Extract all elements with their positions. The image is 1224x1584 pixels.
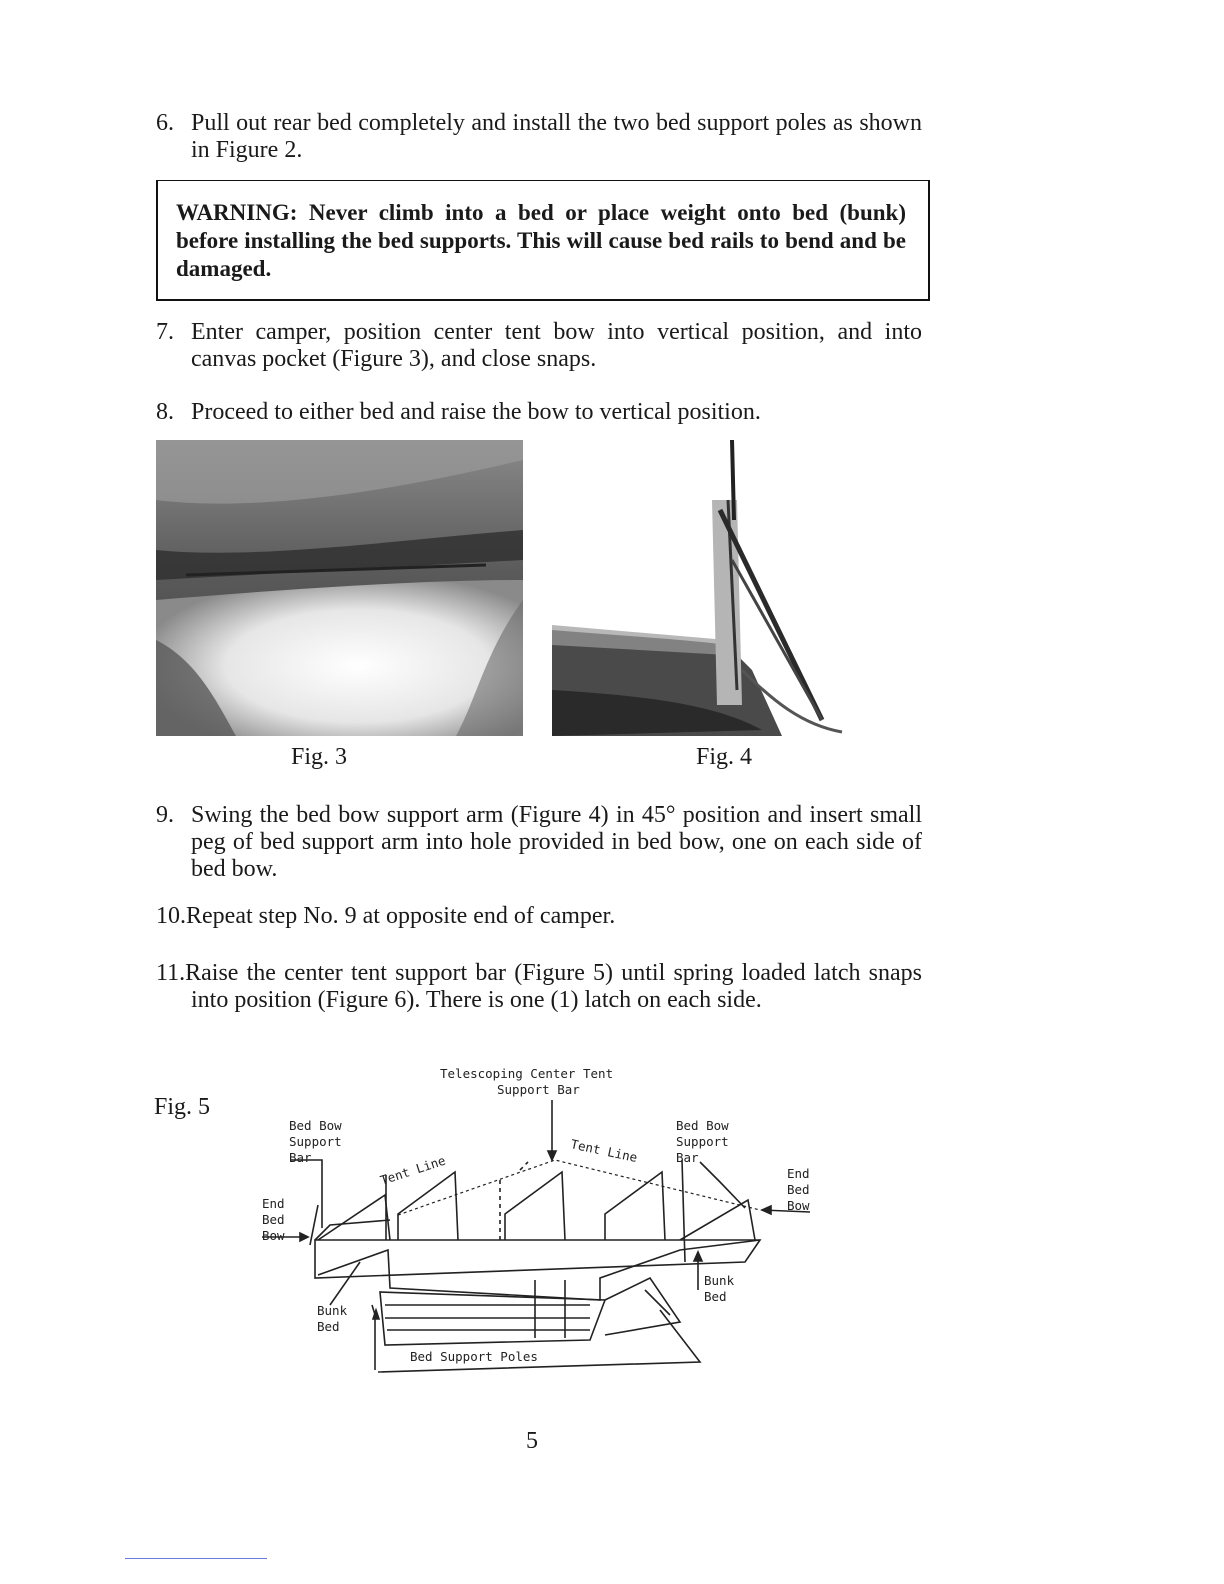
label-end-right-1: End bbox=[787, 1166, 810, 1181]
step-text: 10.Repeat step No. 9 at opposite end of camper. bbox=[156, 903, 616, 929]
label-bbsb-left-3: Bar bbox=[289, 1150, 312, 1165]
warning-label: WARNING: bbox=[176, 200, 298, 225]
footer-rule bbox=[125, 1558, 267, 1559]
label-bunk-left-2: Bed bbox=[317, 1319, 340, 1334]
label-bbsb-right-1: Bed Bow bbox=[676, 1118, 729, 1133]
label-telescoping-2: Support Bar bbox=[497, 1082, 580, 1097]
label-telescoping-1: Telescoping Center Tent bbox=[440, 1066, 614, 1081]
label-end-left-3: Bow bbox=[262, 1228, 285, 1243]
label-bbsb-right-2: Support bbox=[676, 1134, 729, 1149]
step-number: 6. bbox=[156, 110, 174, 136]
figure-5-caption: Fig. 5 bbox=[154, 1094, 211, 1120]
label-end-left-2: Bed bbox=[262, 1212, 285, 1227]
label-end-left-1: End bbox=[262, 1196, 285, 1211]
label-tent-line-left: Tent Line bbox=[378, 1152, 448, 1188]
label-support-poles: Bed Support Poles bbox=[410, 1349, 538, 1364]
step-text: Enter camper, position center tent bow into vertical position, and into canvas pocket (Figure 3), and close snaps. bbox=[191, 319, 922, 372]
page-number: 5 bbox=[526, 1428, 538, 1454]
step-text: Swing the bed bow support arm (Figure 4) in 45° position and insert small peg of bed support arm into hole provided in bed bow, one on each side of bed bow. bbox=[191, 802, 922, 882]
label-end-right-2: Bed bbox=[787, 1182, 810, 1197]
figure-3-caption: Fig. 3 bbox=[291, 744, 348, 770]
label-bunk-left-1: Bunk bbox=[317, 1303, 348, 1318]
figure-4-caption: Fig. 4 bbox=[696, 744, 753, 770]
label-bbsb-right-3: Bar bbox=[676, 1150, 699, 1165]
step-text: Pull out rear bed completely and install the two bed support poles as shown in Figure 2. bbox=[191, 110, 922, 163]
label-end-right-3: Bow bbox=[787, 1198, 810, 1213]
step-number: 8. bbox=[156, 399, 174, 425]
step-number: 7. bbox=[156, 319, 174, 345]
label-bunk-right-2: Bed bbox=[704, 1289, 727, 1304]
label-tent-line-right: Tent Line bbox=[569, 1136, 639, 1166]
label-bbsb-left-2: Support bbox=[289, 1134, 342, 1149]
step-text: 11.Raise the center tent support bar (Figure 5) until spring loaded latch snaps into position (Figure 6). There is one (1) latch on each side. bbox=[156, 960, 922, 1013]
label-bbsb-left-1: Bed Bow bbox=[289, 1118, 342, 1133]
label-bunk-right-1: Bunk bbox=[704, 1273, 735, 1288]
step-text: Proceed to either bed and raise the bow to vertical position. bbox=[191, 399, 761, 425]
step-number: 9. bbox=[156, 802, 174, 828]
warning-text: Never climb into a bed or place weight onto bed (bunk) before installing the bed supports. This will cause bed rails to bend and be damaged. bbox=[176, 200, 907, 281]
